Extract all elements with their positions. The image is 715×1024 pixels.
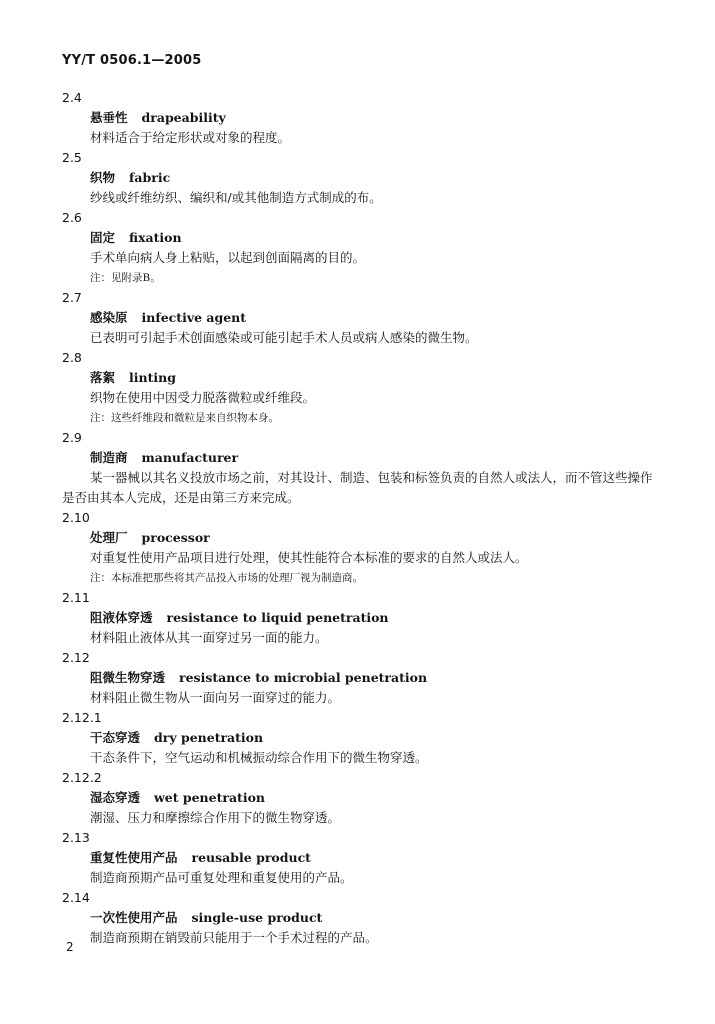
term-entry	[0, 508, 715, 588]
term-entry	[0, 148, 715, 208]
term-english: processor	[141, 530, 210, 545]
term-number: 2.6	[62, 210, 82, 225]
page-number: 2	[66, 940, 74, 954]
term-number: 2.5	[62, 150, 82, 165]
term-definition: 手术单向病人身上粘贴，以起到创面隔离的目的。	[90, 250, 366, 265]
term-english: fixation	[129, 230, 182, 245]
term-chinese: 制造商	[90, 450, 128, 465]
term-entry	[0, 348, 715, 428]
term-heading	[0, 448, 715, 468]
term-heading	[0, 308, 715, 328]
term-english: manufacturer	[141, 450, 239, 465]
term-heading	[0, 848, 715, 868]
term-number: 2.7	[62, 290, 82, 305]
term-heading	[0, 908, 715, 928]
term-number: 2.12.2	[62, 770, 102, 785]
term-heading	[0, 528, 715, 548]
term-note: 注：本标准把那些将其产品投入市场的处理厂视为制造商。	[90, 572, 363, 584]
term-chinese: 阻液体穿透	[90, 610, 153, 625]
term-chinese: 感染原	[90, 310, 128, 325]
term-heading	[0, 168, 715, 188]
term-number: 2.12.1	[62, 710, 102, 725]
term-note: 注：见附录B。	[90, 272, 161, 284]
term-heading	[0, 228, 715, 248]
term-number: 2.4	[62, 90, 82, 105]
term-definition: 材料阻止液体从其一面穿过另一面的能力。	[90, 630, 328, 645]
term-chinese: 湿态穿透	[90, 790, 141, 805]
term-definition: 干态条件下，空气运动和机械振动综合作用下的微生物穿透。	[90, 750, 428, 765]
term-english: linting	[129, 370, 176, 385]
term-chinese: 重复性使用产品	[90, 850, 178, 865]
term-entry	[0, 648, 715, 708]
term-number: 2.9	[62, 430, 82, 445]
term-number: 2.11	[62, 590, 90, 605]
term-entry	[0, 208, 715, 288]
term-number: 2.14	[62, 890, 90, 905]
term-entry	[0, 288, 715, 348]
term-heading	[0, 668, 715, 688]
term-english: wet penetration	[154, 790, 265, 805]
term-definition: 已表明可引起手术创面感染或可能引起手术人员或病人感染的微生物。	[90, 330, 478, 345]
term-definition: 材料阻止微生物从一面向另一面穿过的能力。	[90, 690, 341, 705]
term-heading	[0, 728, 715, 748]
term-definition: 制造商预期在销毁前只能用于一个手术过程的产品。	[90, 930, 378, 945]
term-number: 2.12	[62, 650, 90, 665]
term-entry	[0, 428, 715, 508]
term-heading	[0, 108, 715, 128]
term-chinese: 悬垂性	[90, 110, 128, 125]
term-definition: 纱线或纤维纺织、编织和/或其他制造方式制成的布。	[90, 190, 382, 205]
standard-code-header: YY/T 0506.1—2005	[62, 53, 202, 68]
term-number: 2.10	[62, 510, 90, 525]
term-chinese: 阻微生物穿透	[90, 670, 166, 685]
term-chinese: 织物	[90, 170, 116, 185]
term-english: reusable product	[191, 850, 311, 865]
term-english: drapeability	[141, 110, 226, 125]
term-chinese: 落絮	[90, 370, 116, 385]
term-entry	[0, 828, 715, 888]
term-english: infective agent	[141, 310, 247, 325]
term-english: resistance to microbial penetration	[179, 670, 428, 685]
term-number: 2.8	[62, 350, 82, 365]
term-entry	[0, 768, 715, 828]
term-number: 2.13	[62, 830, 90, 845]
term-entry	[0, 88, 715, 148]
term-chinese: 固定	[90, 230, 116, 245]
term-definition: 对重复性使用产品项目进行处理，使其性能符合本标准的要求的自然人或法人。	[90, 550, 528, 565]
term-heading	[0, 788, 715, 808]
term-definition: 材料适合于给定形状或对象的程度。	[90, 130, 291, 145]
term-entry	[0, 888, 715, 948]
term-english: dry penetration	[154, 730, 264, 745]
term-heading	[0, 368, 715, 388]
term-chinese: 处理厂	[90, 530, 128, 545]
term-note: 注：这些纤维段和微粒是来自织物本身。	[90, 412, 279, 424]
term-english: fabric	[129, 170, 171, 185]
term-heading	[0, 608, 715, 628]
term-definition: 织物在使用中因受力脱落微粒或纤维段。	[90, 390, 316, 405]
term-definition: 某一器械以其名义投放市场之前，对其设计、制造、包装和标签负责的自然人或法人，而不管这些操作是否由其本人完成，还是由第三方来完成。	[62, 470, 653, 505]
term-chinese: 一次性使用产品	[90, 910, 178, 925]
term-chinese: 干态穿透	[90, 730, 141, 745]
term-entry	[0, 708, 715, 768]
term-definition: 潮湿、压力和摩擦综合作用下的微生物穿透。	[90, 810, 341, 825]
term-english: resistance to liquid penetration	[166, 610, 389, 625]
term-entry	[0, 588, 715, 648]
term-english: single-use product	[191, 910, 323, 925]
term-definition: 制造商预期产品可重复处理和重复使用的产品。	[90, 870, 353, 885]
term-list	[0, 88, 715, 948]
